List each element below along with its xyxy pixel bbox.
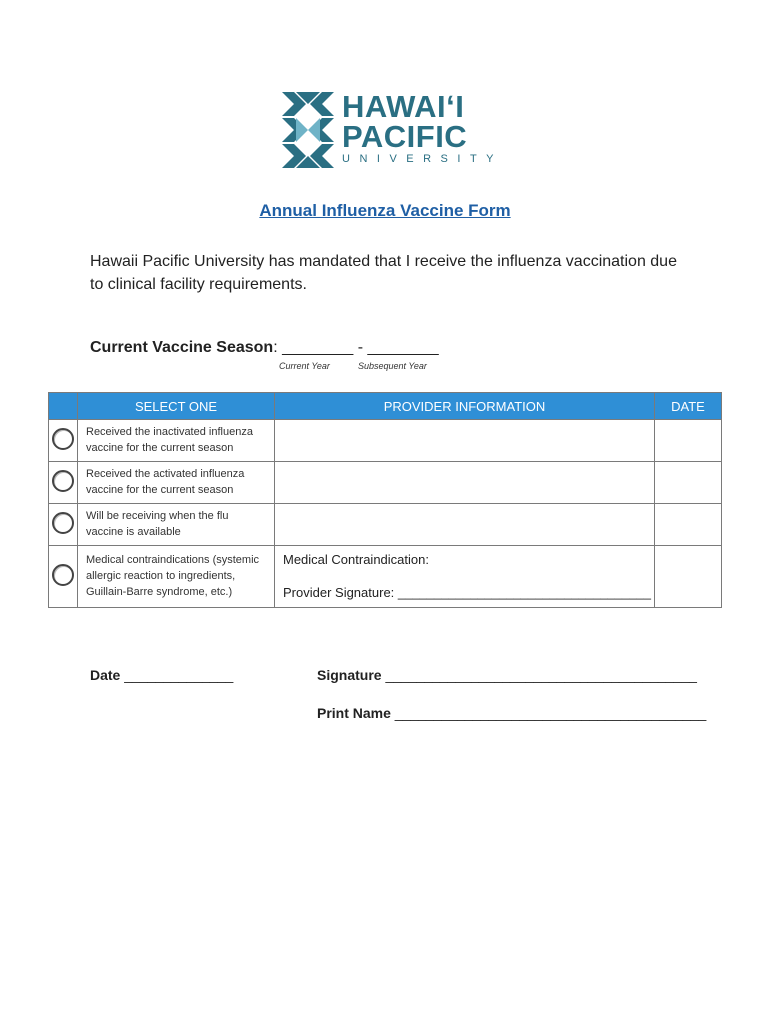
option-cell [78,462,275,504]
signature-label: Signature [317,667,382,683]
logo-mark-icon [280,90,336,170]
option-text: Received the activated influenza vaccine for the current season [86,468,245,496]
date-label: Date [90,667,121,683]
university-logo [280,89,504,170]
print-name-label: Print Name [317,705,391,721]
table-row [49,462,722,504]
option-cell [78,504,275,546]
logo-text-line2: PACIFIC [342,119,468,154]
option-cell [78,420,275,462]
table-row [49,420,722,462]
date-cell[interactable] [655,420,722,462]
header-provider-information: PROVIDER INFORMATION [275,393,655,420]
print-name-line: ________________________________________ [390,705,707,721]
provider-info-cell[interactable] [275,504,655,546]
provider-info-cell[interactable] [275,462,655,504]
table-row [49,504,722,546]
provider-info-cell[interactable] [275,420,655,462]
header-select-one: SELECT ONE [78,393,275,420]
radio-button[interactable] [52,428,74,450]
radio-button[interactable] [52,512,74,534]
intro-paragraph: Hawaii Pacific University has mandated that I receive the influenza vaccination due to clinical facility requirements. [90,253,677,293]
subsequent-year-caption: Subsequent Year [358,361,427,371]
current-year-caption: Current Year [279,361,330,371]
option-text: Will be receiving when the flu vaccine is available [86,510,229,538]
radio-cell[interactable] [49,504,78,546]
option-cell [78,546,275,608]
season-label: Current Vaccine Season [90,339,274,356]
vaccine-status-table [48,392,722,608]
provider-signature-field[interactable]: Provider Signature: ___________________________________ [283,585,651,600]
option-text: Received the inactivated influenza vaccine for the current season [86,426,253,454]
date-cell[interactable] [655,546,722,608]
signature-field[interactable] [317,667,697,683]
table-row [49,546,722,608]
radio-button[interactable] [52,564,74,586]
radio-cell[interactable] [49,546,78,608]
option-text: Medical contraindications (systemic allergic reaction to ingredients, Guillain-Barre syndrome, etc.) [86,554,260,598]
header-date: DATE [655,393,722,420]
season-blank: : ________ - ________ [273,339,439,356]
date-field[interactable] [90,667,233,683]
header-radio-cell [49,393,78,420]
print-name-field[interactable] [317,705,706,721]
signature-line: ________________________________________ [381,667,697,683]
date-cell[interactable] [655,462,722,504]
radio-cell[interactable] [49,420,78,462]
date-line: ______________ [120,667,234,683]
logo-text-line3: UNIVERSITY [342,153,504,165]
provider-info-cell[interactable] [275,546,655,608]
table-header-row [49,393,722,420]
vaccine-season-field[interactable] [90,339,439,357]
medical-contraindication-label: Medical Contraindication: [283,552,429,567]
radio-button[interactable] [52,470,74,492]
form-title: Annual Influenza Vaccine Form [259,201,511,220]
radio-cell[interactable] [49,462,78,504]
date-cell[interactable] [655,504,722,546]
logo-text-line1: HAWAIʻI [342,89,465,124]
